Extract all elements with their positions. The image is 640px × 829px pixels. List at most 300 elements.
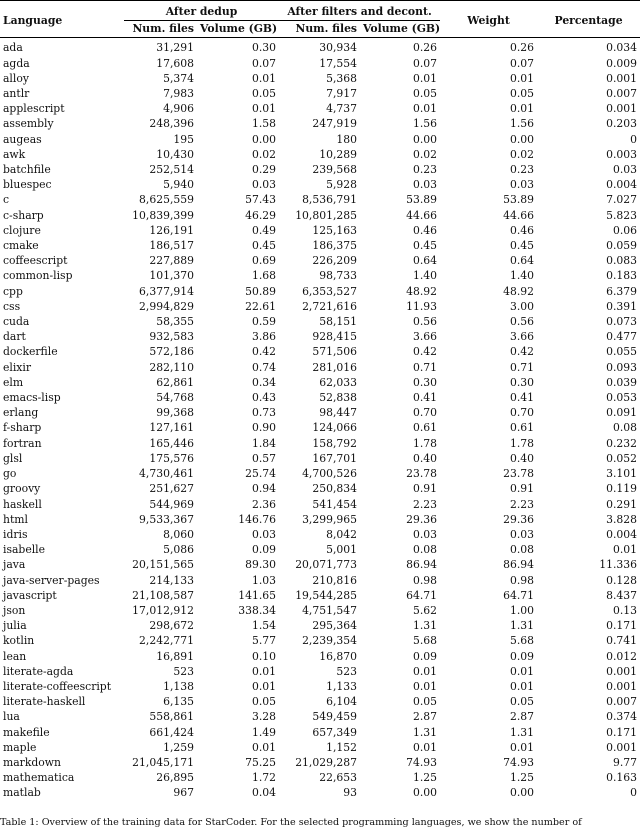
percentage-cell: 0.007 [606,87,638,101]
table-row [0,390,640,405]
num-files-filtered-cell: 571,506 [312,345,358,359]
volume-dedup-cell: 146.76 [238,512,277,526]
volume-dedup-cell: 1.54 [251,619,277,633]
language-cell: isabelle [3,543,46,557]
volume-filtered-cell: 1.56 [412,117,438,131]
table-row [0,208,640,223]
num-files-dedup-cell: 21,108,587 [132,588,194,602]
language-cell: elixir [3,360,31,374]
volume-filtered-cell: 0.09 [412,649,438,663]
num-files-dedup-cell: 186,517 [149,239,194,253]
header-after-dedup: After dedup [124,1,279,21]
num-files-dedup-cell: 101,370 [149,269,194,283]
num-files-dedup-cell: 10,430 [156,147,194,161]
weight-cell: 0.71 [509,360,535,374]
language-cell: matlab [3,786,41,800]
percentage-cell: 0.741 [606,634,638,648]
table-row [0,375,640,390]
language-cell: julia [3,619,27,633]
volume-dedup-cell: 0.09 [251,543,277,557]
volume-filtered-cell: 1.31 [412,619,438,633]
num-files-dedup-cell: 298,672 [149,619,194,633]
volume-filtered-cell: 0.46 [412,223,438,237]
num-files-filtered-cell: 5,001 [326,543,358,557]
num-files-dedup-cell: 248,396 [149,117,194,131]
volume-filtered-cell: 0.71 [412,360,438,374]
weight-cell: 86.94 [503,558,535,572]
table-row [0,253,640,268]
table-row [0,573,640,588]
percentage-cell: 0.391 [606,299,638,313]
table-row [0,132,640,147]
language-cell: fortran [3,436,42,450]
percentage-cell: 0.001 [606,102,638,116]
table-row [0,344,640,359]
num-files-filtered-cell: 20,071,773 [295,558,358,572]
volume-filtered-cell: 0.05 [412,87,438,101]
volume-filtered-cell: 0.64 [412,254,438,268]
table-row [0,603,640,618]
volume-dedup-cell: 1.58 [251,117,277,131]
volume-dedup-cell: 0.30 [251,41,277,55]
weight-cell: 0.30 [509,375,535,389]
volume-filtered-cell: 5.62 [412,603,438,617]
language-cell: applescript [3,102,65,116]
volume-filtered-cell: 0.56 [412,315,438,329]
language-cell: antlr [3,87,30,101]
percentage-cell: 6.379 [606,284,638,298]
table-row [0,755,640,770]
num-files-filtered-cell: 98,733 [319,269,358,283]
num-files-filtered-cell: 657,349 [312,725,358,739]
num-files-filtered-cell: 30,934 [319,41,358,55]
weight-cell: 1.31 [509,725,535,739]
num-files-dedup-cell: 227,889 [149,254,194,268]
volume-filtered-cell: 0.91 [412,482,438,496]
language-cell: common-lisp [3,269,73,283]
num-files-filtered-cell: 247,919 [312,117,358,131]
volume-dedup-cell: 1.03 [251,573,277,587]
volume-dedup-cell: 0.10 [251,649,277,663]
volume-filtered-cell: 0.26 [412,41,438,55]
table-row [0,177,640,192]
volume-dedup-cell: 0.73 [251,406,277,420]
num-files-dedup-cell: 967 [173,786,194,800]
language-cell: java [3,558,26,572]
percentage-cell: 9.77 [612,755,638,769]
volume-dedup-cell: 0.59 [251,315,277,329]
num-files-filtered-cell: 2,239,354 [302,634,358,648]
percentage-cell: 0.034 [606,41,638,55]
table-row [0,664,640,679]
weight-cell: 0.02 [509,147,535,161]
num-files-filtered-cell: 8,042 [326,527,358,541]
volume-dedup-cell: 0.57 [251,451,277,465]
num-files-filtered-cell: 58,151 [319,315,358,329]
percentage-cell: 7.027 [606,193,638,207]
weight-cell: 1.00 [509,603,535,617]
table-row [0,740,640,755]
weight-cell: 0.23 [509,163,535,177]
num-files-dedup-cell: 126,191 [149,223,194,237]
num-files-filtered-cell: 541,454 [312,497,358,511]
weight-cell: 1.78 [509,436,535,450]
num-files-filtered-cell: 124,066 [312,421,358,435]
volume-filtered-cell: 1.31 [412,725,438,739]
header-volume-filtered: Volume (GB) [360,21,440,38]
num-files-filtered-cell: 7,917 [326,87,358,101]
volume-dedup-cell: 0.34 [251,375,277,389]
volume-filtered-cell: 2.87 [412,710,438,724]
volume-filtered-cell: 0.03 [412,178,438,192]
volume-dedup-cell: 0.01 [251,740,277,754]
volume-dedup-cell: 0.00 [251,132,277,146]
language-cell: java-server-pages [3,573,100,587]
volume-filtered-cell: 23.78 [406,467,438,481]
percentage-cell: 0.01 [612,543,638,557]
num-files-filtered-cell: 16,870 [319,649,358,663]
num-files-dedup-cell: 523 [173,664,194,678]
num-files-dedup-cell: 8,625,559 [139,193,194,207]
weight-cell: 29.36 [503,512,535,526]
weight-cell: 1.25 [509,771,535,785]
percentage-cell: 0.183 [606,269,638,283]
header-num-files-dedup: Num. files [124,21,197,38]
language-cell: lean [3,649,27,663]
num-files-dedup-cell: 165,446 [149,436,194,450]
volume-filtered-cell: 0.05 [412,695,438,709]
num-files-dedup-cell: 6,377,914 [139,284,194,298]
header-weight: Weight [440,1,537,38]
num-files-dedup-cell: 21,045,171 [132,755,194,769]
table-row [0,238,640,253]
volume-dedup-cell: 5.77 [251,634,277,648]
weight-cell: 0.70 [509,406,535,420]
num-files-filtered-cell: 17,554 [319,56,358,70]
num-files-dedup-cell: 62,861 [156,375,194,389]
weight-cell: 0.01 [509,679,535,693]
num-files-filtered-cell: 928,415 [312,330,358,344]
language-cell: literate-haskell [3,695,86,709]
num-files-filtered-cell: 1,133 [326,679,358,693]
num-files-dedup-cell: 99,368 [156,406,194,420]
num-files-dedup-cell: 4,730,461 [139,467,194,481]
percentage-cell: 0.06 [612,223,638,237]
weight-cell: 1.40 [509,269,535,283]
language-cell: kotlin [3,634,35,648]
weight-cell: 64.71 [503,588,535,602]
table-row [0,466,640,481]
percentage-cell: 0.009 [606,56,638,70]
percentage-cell: 0.374 [606,710,638,724]
volume-dedup-cell: 1.68 [251,269,277,283]
num-files-dedup-cell: 10,839,399 [132,208,194,222]
num-files-filtered-cell: 549,459 [312,710,358,724]
language-cell: literate-agda [3,664,74,678]
volume-dedup-cell: 1.84 [251,436,277,450]
percentage-cell: 11.336 [599,558,638,572]
language-cell: css [3,299,21,313]
weight-cell: 0.26 [509,41,535,55]
percentage-cell: 0.232 [606,436,638,450]
num-files-dedup-cell: 8,060 [163,527,194,541]
num-files-dedup-cell: 214,133 [149,573,194,587]
num-files-dedup-cell: 252,514 [149,163,194,177]
volume-filtered-cell: 0.02 [412,147,438,161]
num-files-filtered-cell: 4,700,526 [302,467,358,481]
weight-cell: 0.40 [509,451,535,465]
percentage-cell: 0.012 [606,649,638,663]
volume-filtered-cell: 1.40 [412,269,438,283]
num-files-filtered-cell: 98,447 [319,406,358,420]
weight-cell: 0.01 [509,664,535,678]
volume-dedup-cell: 0.69 [251,254,277,268]
language-cell: c [3,193,10,207]
num-files-dedup-cell: 16,891 [156,649,194,663]
table-row [0,497,640,512]
percentage-cell: 0 [630,132,638,146]
num-files-dedup-cell: 2,242,771 [139,634,194,648]
num-files-dedup-cell: 6,135 [163,695,194,709]
num-files-dedup-cell: 572,186 [149,345,194,359]
weight-cell: 0.41 [509,391,535,405]
num-files-filtered-cell: 21,029,287 [295,755,358,769]
percentage-cell: 0.083 [606,254,638,268]
percentage-cell: 0.291 [606,497,638,511]
volume-filtered-cell: 0.03 [412,527,438,541]
num-files-filtered-cell: 4,737 [326,102,358,116]
num-files-filtered-cell: 180 [336,132,358,146]
volume-filtered-cell: 0.01 [412,71,438,85]
percentage-cell: 0.007 [606,695,638,709]
num-files-filtered-cell: 6,353,527 [302,284,358,298]
volume-dedup-cell: 0.07 [251,56,277,70]
volume-filtered-cell: 0.41 [412,391,438,405]
table-row [0,527,640,542]
percentage-cell: 0.073 [606,315,638,329]
weight-cell: 44.66 [503,208,535,222]
language-cell: groovy [3,482,41,496]
volume-dedup-cell: 0.01 [251,679,277,693]
language-cell: assembly [3,117,54,131]
num-files-filtered-cell: 2,721,616 [302,299,358,313]
num-files-filtered-cell: 19,544,285 [295,588,358,602]
language-cell: literate-coffeescript [3,679,112,693]
volume-filtered-cell: 0.00 [412,132,438,146]
percentage-cell: 0.13 [612,603,638,617]
volume-filtered-cell: 0.45 [412,239,438,253]
weight-cell: 23.78 [503,467,535,481]
percentage-cell: 0.001 [606,740,638,754]
language-cell: markdown [3,755,61,769]
volume-dedup-cell: 1.72 [251,771,277,785]
language-cell: glsl [3,451,23,465]
table-row [0,116,640,131]
num-files-filtered-cell: 210,816 [312,573,358,587]
weight-cell: 2.23 [509,497,535,511]
header-language: Language [0,1,124,38]
percentage-cell: 0.053 [606,391,638,405]
num-files-dedup-cell: 31,291 [156,41,194,55]
weight-cell: 0.05 [509,695,535,709]
table-row [0,694,640,709]
percentage-cell: 0.001 [606,664,638,678]
volume-dedup-cell: 0.90 [251,421,277,435]
volume-filtered-cell: 0.01 [412,679,438,693]
volume-filtered-cell: 0.01 [412,102,438,116]
num-files-dedup-cell: 282,110 [149,360,194,374]
percentage-cell: 0.055 [606,345,638,359]
table-row [0,284,640,299]
volume-filtered-cell: 0.01 [412,740,438,754]
table-row [0,162,640,177]
volume-dedup-cell: 75.25 [245,755,277,769]
table-row [0,71,640,86]
percentage-cell: 0.001 [606,71,638,85]
percentage-cell: 0.08 [612,421,638,435]
table-row [0,679,640,694]
weight-cell: 0.45 [509,239,535,253]
volume-dedup-cell: 25.74 [245,467,277,481]
table-row [0,223,640,238]
volume-dedup-cell: 0.05 [251,695,277,709]
language-cell: f-sharp [3,421,42,435]
volume-dedup-cell: 2.36 [251,497,277,511]
percentage-cell: 0.163 [606,771,638,785]
num-files-filtered-cell: 8,536,791 [302,193,358,207]
volume-filtered-cell: 74.93 [406,755,438,769]
language-cell: awk [3,147,26,161]
num-files-dedup-cell: 558,861 [149,710,194,724]
weight-cell: 0.01 [509,102,535,116]
language-cell: json [3,603,26,617]
table-row [0,633,640,648]
num-files-filtered-cell: 239,568 [312,163,358,177]
volume-filtered-cell: 0.40 [412,451,438,465]
volume-filtered-cell: 1.78 [412,436,438,450]
num-files-dedup-cell: 544,969 [149,497,194,511]
num-files-dedup-cell: 1,259 [163,740,194,754]
percentage-cell: 0.171 [606,725,638,739]
volume-filtered-cell: 64.71 [406,588,438,602]
percentage-cell: 0.059 [606,239,638,253]
table-row [0,268,640,283]
weight-cell: 0.01 [509,71,535,85]
language-cell: idris [3,527,28,541]
table-row [0,557,640,572]
table-header [0,1,640,38]
num-files-dedup-cell: 54,768 [156,391,194,405]
language-cell: makefile [3,725,50,739]
num-files-filtered-cell: 186,375 [312,239,358,253]
weight-cell: 0.03 [509,178,535,192]
num-files-dedup-cell: 20,151,565 [132,558,194,572]
table-row [0,725,640,740]
volume-filtered-cell: 1.25 [412,771,438,785]
num-files-filtered-cell: 4,751,547 [302,603,358,617]
volume-dedup-cell: 0.74 [251,360,277,374]
weight-cell: 0.05 [509,87,535,101]
percentage-cell: 0.477 [606,330,638,344]
num-files-dedup-cell: 7,983 [163,87,194,101]
volume-dedup-cell: 3.86 [251,330,277,344]
volume-dedup-cell: 22.61 [245,299,277,313]
weight-cell: 1.56 [509,117,535,131]
percentage-cell: 0.091 [606,406,638,420]
num-files-dedup-cell: 5,086 [163,543,194,557]
language-cell: go [3,467,17,481]
weight-cell: 0.09 [509,649,535,663]
language-cell: alloy [3,71,29,85]
weight-cell: 0.08 [509,543,535,557]
num-files-filtered-cell: 6,104 [326,695,358,709]
table-row [0,101,640,116]
language-cell: dart [3,330,26,344]
num-files-filtered-cell: 523 [336,664,358,678]
volume-filtered-cell: 0.70 [412,406,438,420]
volume-filtered-cell: 0.07 [412,56,438,70]
language-cell: maple [3,740,37,754]
volume-dedup-cell: 0.29 [251,163,277,177]
volume-dedup-cell: 3.28 [251,710,277,724]
percentage-cell: 0.171 [606,619,638,633]
volume-dedup-cell: 0.01 [251,102,277,116]
volume-filtered-cell: 48.92 [406,284,438,298]
table-row [0,785,640,800]
weight-cell: 0.98 [509,573,535,587]
table-row [0,56,640,71]
table-row [0,481,640,496]
language-cell: ada [3,41,23,55]
table-row [0,649,640,664]
header-num-files-filtered: Num. files [279,21,360,38]
weight-cell: 0.03 [509,527,535,541]
volume-filtered-cell: 0.30 [412,375,438,389]
num-files-filtered-cell: 167,701 [312,451,358,465]
weight-cell: 0.01 [509,740,535,754]
table-row [0,420,640,435]
num-files-filtered-cell: 52,838 [319,391,358,405]
num-files-filtered-cell: 3,299,965 [302,512,358,526]
num-files-dedup-cell: 932,583 [149,330,194,344]
weight-cell: 0.56 [509,315,535,329]
volume-dedup-cell: 89.30 [245,558,277,572]
language-cell: coffeescript [3,254,68,268]
language-cell: erlang [3,406,39,420]
num-files-filtered-cell: 62,033 [319,375,358,389]
weight-cell: 0.91 [509,482,535,496]
percentage-cell: 0.039 [606,375,638,389]
language-cell: emacs-lisp [3,391,61,405]
table-body [0,38,640,801]
percentage-cell: 0.128 [606,573,638,587]
table-row [0,38,640,56]
volume-dedup-cell: 50.89 [245,284,277,298]
num-files-dedup-cell: 127,161 [149,421,194,435]
volume-filtered-cell: 0.00 [412,786,438,800]
table-row [0,299,640,314]
volume-dedup-cell: 57.43 [245,193,277,207]
num-files-filtered-cell: 93 [343,786,358,800]
num-files-filtered-cell: 158,792 [312,436,358,450]
num-files-dedup-cell: 251,627 [149,482,194,496]
table-row [0,86,640,101]
language-cell: cmake [3,239,39,253]
weight-cell: 0.42 [509,345,535,359]
table-row [0,436,640,451]
language-cell: cpp [3,284,23,298]
volume-filtered-cell: 86.94 [406,558,438,572]
